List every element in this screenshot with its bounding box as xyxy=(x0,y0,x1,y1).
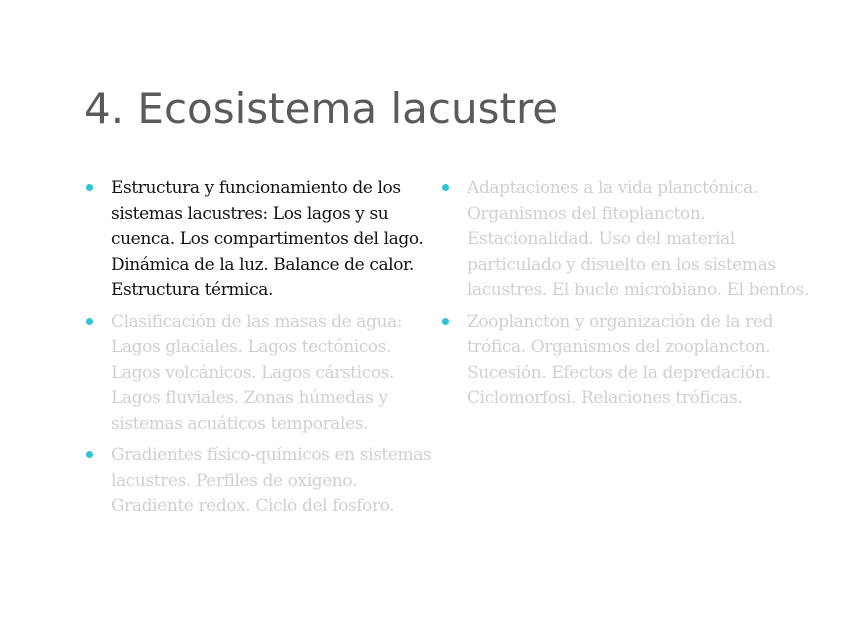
bullet-dot-icon xyxy=(86,184,93,191)
bullet-text: Gradientes físico-químicos en sistemas lacustres. Perfiles de oxigeno. Gradiente redox. Ciclo del fosforo. xyxy=(111,445,432,516)
bullet-text: Estructura y funcionamiento de los sistemas lacustres: Los lagos y su cuenca. Los compartimentos del lago. Dinámica de la luz. Balance de calor. Estructura térmica. xyxy=(111,178,424,300)
bullet-dot-icon xyxy=(442,184,449,191)
bullet-text: Zooplancton y organización de la red trófica. Organismos del zooplancton. Sucesión. Efectos de la depredación. Ciclomorfosi. Relaciones tróficas. xyxy=(467,311,774,408)
left-column xyxy=(84,176,444,526)
slide-title: 4. Ecosistema lacustre xyxy=(84,84,559,133)
bullet-item-plankton-adaptations xyxy=(440,176,812,304)
right-column xyxy=(440,176,812,418)
bullet-dot-icon xyxy=(442,318,449,325)
bullet-item-gradients xyxy=(84,443,444,520)
bullet-item-classification xyxy=(84,310,444,438)
bullet-text: Clasificación de las masas de agua: Lagos glaciales. Lagos tectónicos. Lagos volcánicos. Lagos cársticos. Lagos fluviales. Zonas húmedas y sistemas acuáticos temporales. xyxy=(111,311,403,434)
bullet-dot-icon xyxy=(86,451,93,458)
bullet-text: Adaptaciones a la vida planctónica. Organismos del fitoplancton. Estacionalidad. Uso del material particulado y disuelto en los sistemas lacustres. El bucle microbiano. El bentos. xyxy=(467,178,809,300)
bullet-item-structure xyxy=(84,176,444,304)
bullet-item-zooplankton xyxy=(440,310,812,412)
bullet-dot-icon xyxy=(86,318,93,325)
